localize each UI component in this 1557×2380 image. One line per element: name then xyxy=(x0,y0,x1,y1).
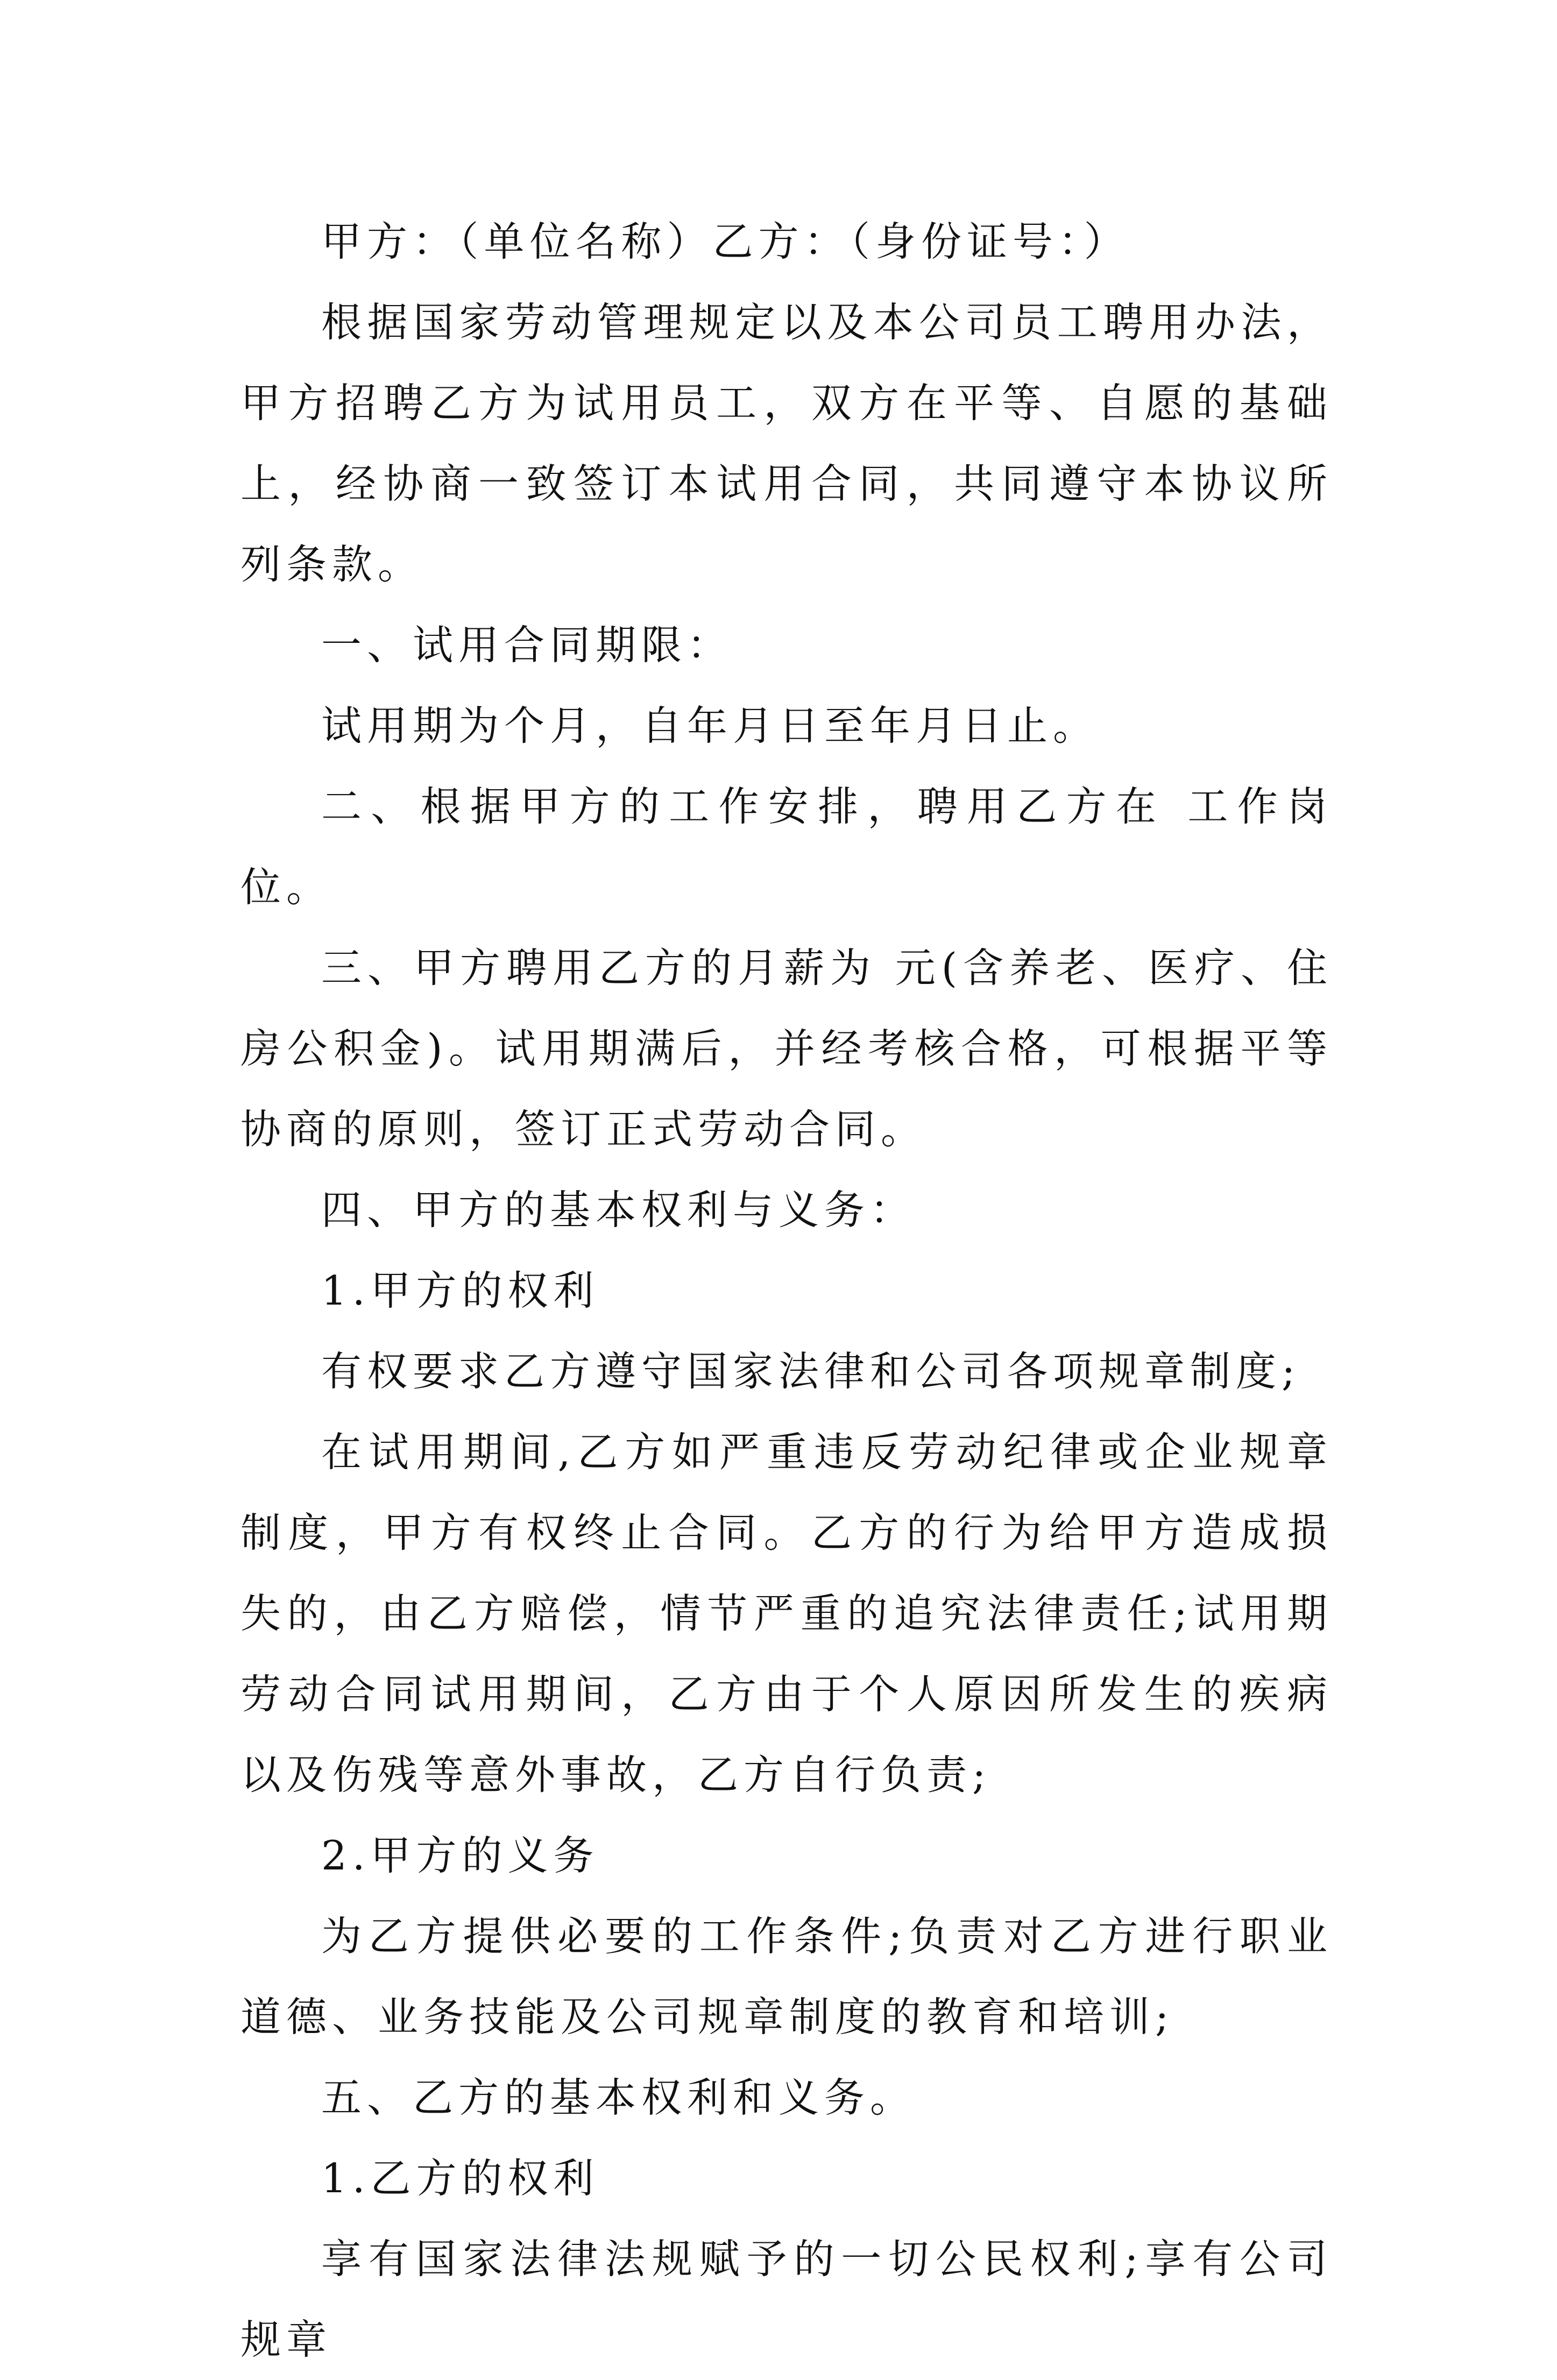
document-body xyxy=(240,201,1333,2380)
subheading-party-b-rights: 1.乙方的权利 xyxy=(321,2155,599,2202)
heading-section-2: 二、根据甲方的工作安排，聘用乙方在 工作岗位。 xyxy=(240,783,1333,911)
heading-section-4: 四、甲方的基本权利与义务： xyxy=(321,1186,916,1234)
paragraph-probation-period: 试用期为个月，自年月日至年月日止。 xyxy=(321,702,1099,749)
subheading-party-a-obligations: 2.甲方的义务 xyxy=(321,1832,599,1879)
paragraph-party-a-right-2: 在试用期间,乙方如严重违反劳动纪律或企业规章制度，甲方有权终止合同。乙方的行为给甲方造成损失的，由乙方赔偿，情节严重的追究法律责任;试用期劳动合同试用期间，乙方由于个人原因所发生的疾病以及伤残等意外事故，乙方自行负责; xyxy=(240,1428,1333,1798)
paragraph-party-b-rights: 享有国家法律法规赋予的一切公民权利;享有公司规章 xyxy=(240,2235,1333,2363)
subheading-party-a-rights: 1.甲方的权利 xyxy=(321,1267,599,1314)
heading-section-5: 五、乙方的基本权利和义务。 xyxy=(321,2074,916,2121)
heading-section-3: 三、甲方聘用乙方的月薪为 元(含养老、医疗、住房公积金)。试用期满后，并经考核合格，可根据平等协商的原则，签订正式劳动合同。 xyxy=(240,944,1333,1153)
paragraph-party-a-obligations: 为乙方提供必要的工作条件;负责对乙方进行职业道德、业务技能及公司规章制度的教育和培训; xyxy=(240,1912,1333,2041)
paragraph-preamble: 根据国家劳动管理规定以及本公司员工聘用办法，甲方招聘乙方为试用员工，双方在平等、自愿的基础上，经协商一致签订本试用合同，共同遵守本协议所列条款。 xyxy=(240,299,1333,588)
paragraph-parties: 甲方：（单位名称）乙方：（身份证号：） xyxy=(321,218,1130,265)
heading-section-1: 一、试用合同期限： xyxy=(321,621,733,669)
paragraph-party-a-right-1: 有权要求乙方遵守国家法律和公司各项规章制度; xyxy=(321,1348,1301,1395)
